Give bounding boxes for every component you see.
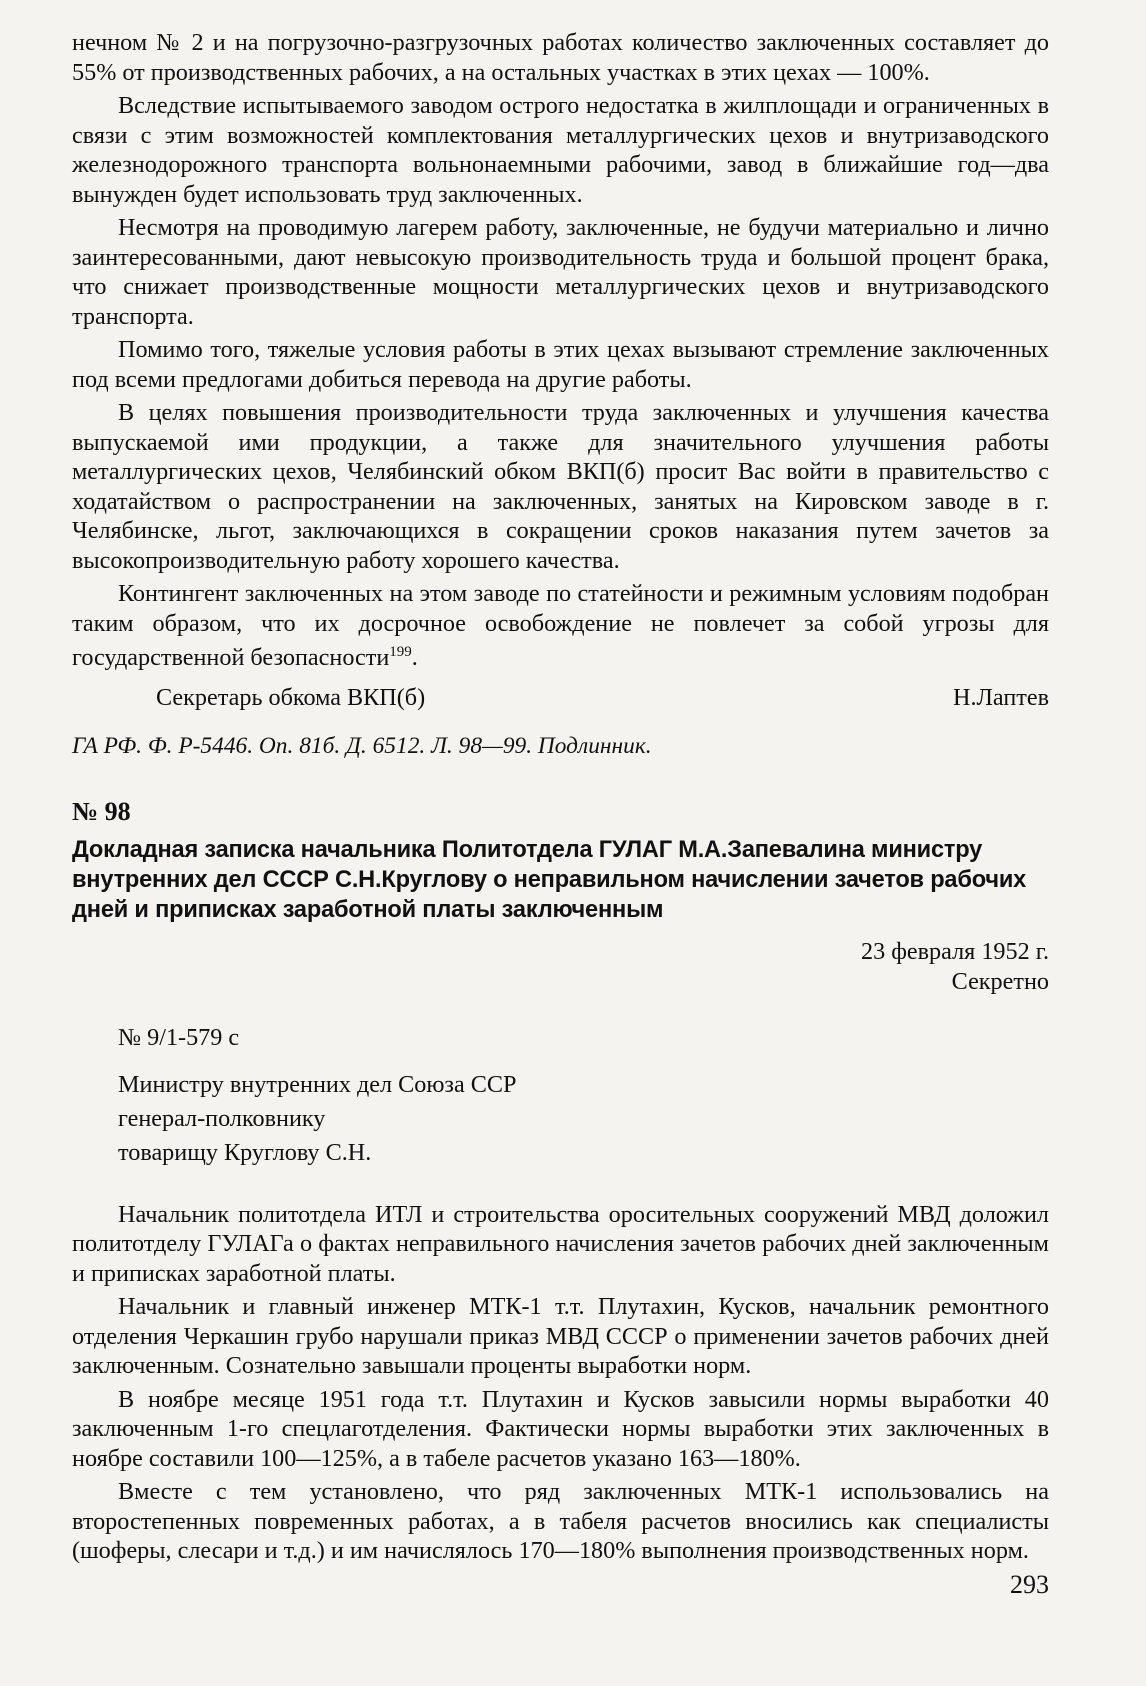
addressee-line: Министру внутренних дел Союза ССР — [118, 1070, 517, 1098]
signature-line — [72, 683, 1049, 713]
addressee-line: генерал-полковнику — [118, 1104, 326, 1132]
paragraph: Вследствие испытываемого заводом острого недостатка в жилплощади и ограниченных в связи с этим возможностей комплектования металлургических цехов и внутризаводского железнодорожного транспорта вольнонаемными рабочими, завод в ближайшие год—два вынужден будет использовать труд заключенных. — [72, 92, 1049, 208]
paragraph-end: . — [411, 644, 418, 672]
paragraph: Вместе с тем установлено, что ряд заключенных МТК-1 использовались на второстепенных повременных работах, а в табеля расчетов вносились как специалисты (шоферы, слесари и т.д.) и им начислялось 170—180% выполнения производственных норм. — [72, 1478, 1049, 1565]
classification-mark: Секретно — [951, 967, 1049, 995]
document-number: № 98 — [72, 796, 131, 826]
paragraph: В целях повышения производительности труда заключенных и улучшения качества выпускаемой ими продукции, а также для значительного улучшения работы металлургических цехов, Челябинский обком ВКП(б) просит Вас войти в правительство с ходатайством о распространении на заключенных, занятых на Кировском заводе в г. Челябинске, льгот, заключающихся в сокращении сроков наказания путем зачетов за высокопроизводительную работу хорошего качества. — [72, 399, 1049, 574]
paragraph: Начальник и главный инженер МТК-1 т.т. Плутахин, Кусков, начальник ремонтного отделения Черкашин грубо нарушали приказ МВД СССР о применении зачетов рабочих дней заключенным. Сознательно завышали проценты выработки норм. — [72, 1293, 1049, 1380]
paragraph: Начальник политотдела ИТЛ и строительства оросительных сооружений МВД доложил политотделу ГУЛАГа о фактах неправильного начисления зачетов рабочих дней заключенным и приписках заработной платы. — [72, 1200, 1049, 1287]
date-block — [72, 937, 1049, 997]
memo-text-block — [72, 1200, 1049, 1566]
document-title: Докладная записка начальника Политотдела ГУЛАГ М.А.Запевалина министру внутренних дел СССР С.Н.Круглову о неправильном начислении зачетов рабочих дней и приписках заработной платы заключенным — [72, 836, 1027, 923]
top-text-block — [72, 28, 1049, 673]
addressee-line: товарищу Круглову С.Н. — [118, 1138, 372, 1166]
document-date: 23 февраля 1952 г. — [860, 937, 1049, 965]
paragraph: Помимо того, тяжелые условия работы в этих цехах вызывают стремление заключенных под всеми предлогами добиться перевода на другие работы. — [72, 336, 1049, 393]
addressee-block — [72, 1069, 1049, 1168]
signature-name: Н.Лаптев — [952, 683, 1049, 711]
paragraph: В ноябре месяце 1951 года т.т. Плутахин и Кусков завысили нормы выработки 40 заключенным 1-го спецлаготделения. Фактически нормы выработки этих заключенных в ноябре составили 100—125%, а в табеле расчетов указано 163—180%. — [72, 1385, 1049, 1472]
paragraph: Несмотря на проводимую лагерем работу, заключенные, не будучи материально и лично заинтересованными, дают невысокую производительность труда и большой процент брака, что снижает производственные мощности металлургических цехов и внутризаводского транспорта. — [72, 214, 1049, 330]
source-note: ГА РФ. Ф. Р-5446. Оп. 81б. Д. 6512. Л. 98—99. Подлинник. — [72, 732, 652, 759]
page-number: 293 — [1010, 1570, 1049, 1599]
paragraph-text: Контингент заключенных на этом заводе по статейности и режимным условиям подобран таким образом, что их досрочное освобождение не повлечет за собой угрозы для государственной безопасности — [72, 580, 1049, 672]
paragraph: нечном № 2 и на погрузочно-разгрузочных работах количество заключенных составляет до 55% от производственных рабочих, а на остальных участках в этих цехах — 100%. — [72, 29, 1049, 86]
footnote-ref: 199 — [389, 644, 412, 660]
signature-position: Секретарь обкома ВКП(б) — [156, 683, 426, 711]
registration-number: № 9/1-579 с — [118, 1023, 240, 1051]
paragraph-with-footnote — [72, 579, 1049, 673]
